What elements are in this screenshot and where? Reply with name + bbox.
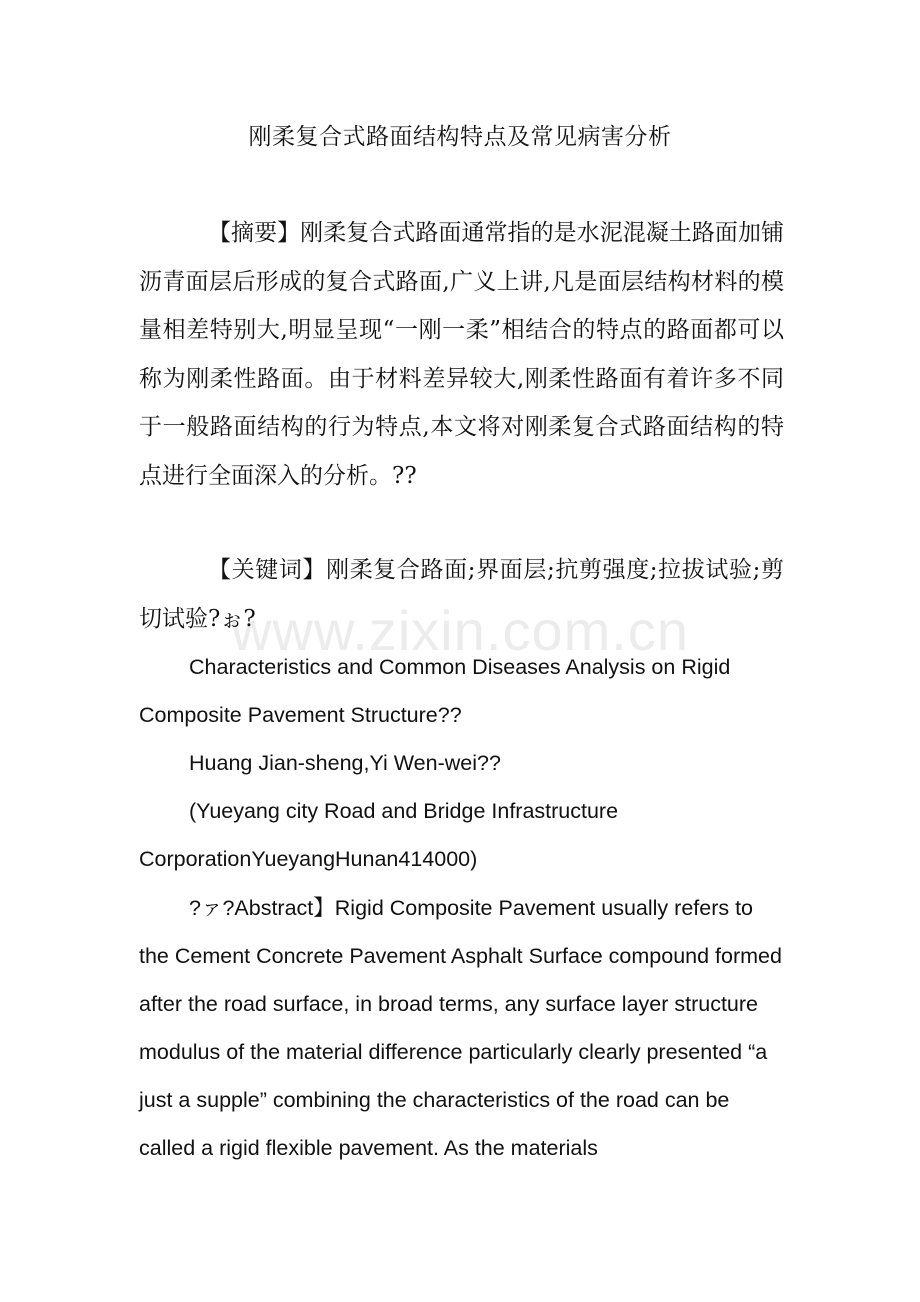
english-abstract: ?ァ?Abstract】Rigid Composite Pavement usually refers to the Cement Concrete Pavement Asphalt Surface compound formed after the road surface, in broad terms, any surface layer structure modulus of the material difference particularly clearly presented “a just a supple” combining the characteristics of the road can be called a rigid flexible pavement. As the materials xyxy=(139,896,782,1160)
authors: Huang Jian-sheng,Yi Wen-wei?? xyxy=(189,751,501,775)
chinese-abstract: 【摘要】刚柔复合式路面通常指的是水泥混凝土路面加铺沥青面层后形成的复合式路面,广义上讲,凡是面层结构材料的模量相差特别大,明显呈现“一刚一柔”相结合的特点的路面都可以称为刚柔性路面。由于材料差异较大,刚柔性路面有着许多不同于一般路面结构的行为特点,本文将对刚柔复合式路面结构的特点进行全面深入的分析。?? xyxy=(139,220,784,489)
chinese-keywords: 【关键词】刚柔复合路面;界面层;抗剪强度;拉拔试验;剪切试验?ぉ? xyxy=(139,557,784,632)
document-title: 刚柔复合式路面结构特点及常见病害分析 xyxy=(248,124,672,150)
english-title: Characteristics and Common Diseases Analysis on Rigid Composite Pavement Structure?? xyxy=(139,655,731,727)
affiliation: (Yueyang city Road and Bridge Infrastructure CorporationYueyangHunan414000) xyxy=(139,799,619,871)
watermark: www.zixin.com.cn xyxy=(231,599,689,662)
